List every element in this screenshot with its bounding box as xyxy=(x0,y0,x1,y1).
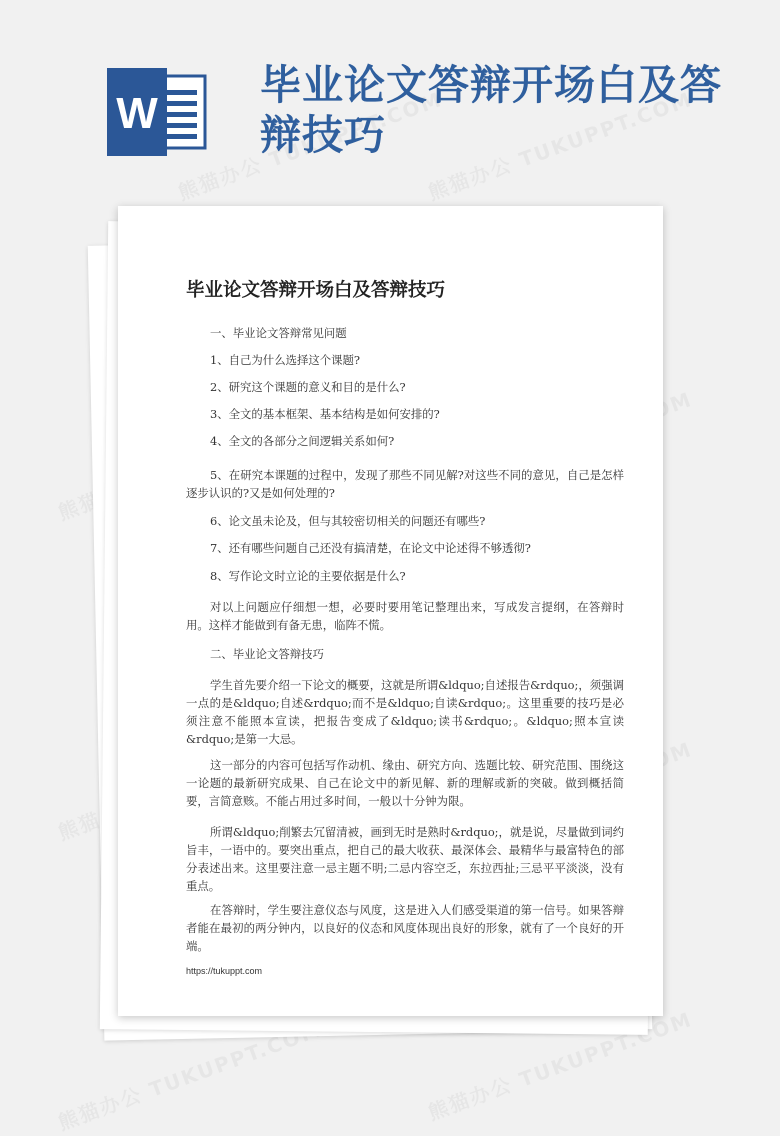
document-page xyxy=(118,206,663,1016)
document-title: 毕业论文答辩开场白及答辩技巧 xyxy=(186,280,446,301)
word-icon-letter: W xyxy=(116,89,158,138)
question-item: 1、自己为什么选择这个课题? xyxy=(210,353,361,367)
body-paragraph: 在答辩时，学生要注意仪态与风度，这是进入人们感受渠道的第一信号。如果答辩者能在最初的两分钟内，以良好的仪态和风度体现出良好的形象，就有了一个良好的开端。 xyxy=(186,903,624,953)
question-item: 8、写作论文时立论的主要依据是什么? xyxy=(210,569,406,583)
question-item: 4、全文的各部分之间逻辑关系如何? xyxy=(210,434,395,448)
question-item: 2、研究这个课题的意义和目的是什么? xyxy=(210,380,406,394)
body-paragraph: 这一部分的内容可包括写作动机、缘由、研究方向、选题比较、研究范围、围绕这一论题的最新研究成果、自己在论文中的新见解、新的理解或新的突破。做到概括简要，言简意赅。不能占用过多时间，一般以十分钟为限。 xyxy=(186,758,624,808)
question-item: 6、论文虽未论及，但与其较密切相关的问题还有哪些? xyxy=(210,514,486,528)
body-paragraph: 所谓&ldquo;削繁去冗留清被，画到无时是熟时&rdquo;，就是说，尽量做到词约旨丰，一语中的。要突出重点，把自己的最大收获、最深体会、最精华与最富特色的部分表述出来。这里要注意一忌主题不明;二忌内容空乏，东拉西扯;三忌平平淡淡，没有重点。 xyxy=(186,825,624,893)
question-item: 3、全文的基本框架、基本结构是如何安排的? xyxy=(210,407,440,421)
body-paragraph: 学生首先要介绍一下论文的概要，这就是所谓&ldquo;自述报告&rdquo;，须强调一点的是&ldquo;自述&rdquo;而不是&ldquo;自读&rdquo;。这里重要的技巧是必须注意不能照本宣读，把报告变成了&ldquo;读书&rdquo;。&ldquo;照本宣读&rdquo;是第一大忌。 xyxy=(186,678,624,746)
word-document-icon xyxy=(107,68,209,156)
section-heading: 一、毕业论文答辩常见问题 xyxy=(210,326,347,340)
section-heading: 二、毕业论文答辩技巧 xyxy=(210,647,324,661)
footer-url: https://tukuppt.com xyxy=(186,966,263,976)
question-item: 5、在研究本课题的过程中，发现了那些不同见解?对这些不同的意见，自己是怎样逐步认识的?又是如何处理的? xyxy=(186,468,624,500)
body-paragraph: 对以上问题应仔细想一想，必要时要用笔记整理出来，写成发言提纲，在答辩时用。这样才能做到有备无患，临阵不慌。 xyxy=(186,600,624,632)
page-title: 毕业论文答辩开场白及答辩技巧 xyxy=(260,61,722,159)
question-item: 7、还有哪些问题自己还没有搞清楚，在论文中论述得不够透彻? xyxy=(210,541,531,555)
